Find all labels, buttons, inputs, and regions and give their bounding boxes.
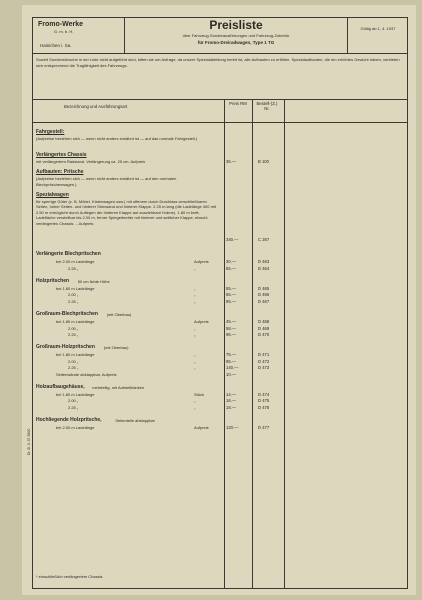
row-spec-holzauf-2: 2.25 „ bbox=[68, 404, 79, 410]
row-spec-hochl-0: bei 2.00 m Ladelänge bbox=[56, 425, 95, 431]
row-kind-holz-2: „ bbox=[194, 298, 196, 304]
row-price-grossholz-0: 75.— bbox=[226, 352, 237, 358]
item-code-verl: B 100 bbox=[258, 158, 269, 164]
page-subtitle: über Fahrzeug-Sonderausführungen und Fahrzeug-Zubehör bbox=[182, 33, 290, 38]
row-kind-blech-1: „ bbox=[194, 265, 196, 271]
row-code-grossblech-1: D 469 bbox=[258, 325, 270, 331]
firm-subtitle: G. m. b. H. bbox=[54, 29, 74, 34]
item-code-spezial: C 267 bbox=[258, 236, 270, 242]
item-note-spezial: für sperrige Güter (z. B. Möbel, Kistenwagen usw.) mit offenem durch Durchlass verschließbaren Seiten, hoher Seiten- und hinterer Stirnwand und hinterer Klappe. 2.25 m lang (die Ladelänge 400 mit 2.50 m ermöglicht durch Auflegen der hinteren Klappe auf ausziehbare Holme). 1.80 m breit, Ladefläche verstellbar bis 2.00 m, ferner Spiegelbretter mit hinterer und seitlicher Klappe, einschl. verlängertes Chassis ... Aufpreis bbox=[36, 199, 216, 226]
row-code-holz-2: D 467 bbox=[258, 298, 270, 304]
row-spec-grossblech-0: bei 1.80 m Ladelänge bbox=[56, 319, 95, 325]
row-code-grossblech-2: D 470 bbox=[258, 332, 270, 337]
col-code: Bestell-(Z.) Nr. bbox=[256, 101, 278, 111]
item-price-spezial: 340.— bbox=[226, 236, 239, 242]
row-price-grossholz-2: 140.— bbox=[226, 365, 239, 371]
row-spec-holz-2: 2.25 „ bbox=[68, 298, 79, 304]
row-code-grossholz-2: D 473 bbox=[258, 365, 270, 371]
row-spec-grossblech-1: 2.00 „ bbox=[68, 325, 79, 331]
col-rule-1 bbox=[224, 99, 225, 589]
section-title-hochl: Hochliegende Holzpritsche, bbox=[36, 417, 102, 424]
section-note-hochl: Seitenteile abklappbar bbox=[115, 418, 155, 424]
section-note-holzauf: mehrteilig, mit Aufstellbänken bbox=[92, 385, 145, 390]
item-label-verl: Verlängertes Chassis bbox=[36, 151, 87, 158]
item-note-aufbauten: (Aufpreise beziehen sich — wenn nicht anders erwähnt ist — auf den normalen Blechpritschenwagen.) bbox=[36, 176, 177, 187]
row-kind-hochl-0: Aufpreis bbox=[194, 425, 209, 431]
row-price-hochl-0: 120.— bbox=[226, 425, 239, 431]
item-label-spezial: Spezialwagen bbox=[36, 192, 69, 198]
row-code-hochl-0: D 477 bbox=[258, 425, 270, 431]
row-code-holz-1: D 466 bbox=[258, 292, 270, 298]
footnote: * einschließlich verlängertem Chassis bbox=[36, 574, 103, 579]
row-spec-grossholz-1: 2.00 „ bbox=[68, 358, 79, 364]
row-code-holzauf-1: D 475 bbox=[258, 398, 270, 404]
section-title-grossblech: Großraum-Blechpritschen bbox=[36, 311, 98, 318]
row-kind-holz-1: „ bbox=[194, 292, 196, 298]
row-kind-grossholz-0: „ bbox=[194, 352, 196, 358]
row-spec-blech-1: 2.25 „ bbox=[68, 265, 79, 271]
header-rule bbox=[32, 122, 408, 123]
section-title-holzauf: Holzaufbaugehäuse, bbox=[36, 384, 85, 390]
row-code-holzauf-0: D 474 bbox=[258, 392, 270, 397]
row-kind-holz-0: „ bbox=[194, 286, 196, 291]
section-note-grossblech: (mit Oberbau) bbox=[106, 312, 132, 318]
price-list-page bbox=[22, 5, 416, 595]
row-price-holz-1: 55.— bbox=[226, 292, 237, 298]
section-note-grossholz: (mit Oberbau) bbox=[103, 345, 129, 351]
section-note-holz: 50 cm lichte Höhe bbox=[77, 279, 110, 284]
item-note-verl: mit verlängertem Radstand. Verlängerung ca. 25 cm. Aufpreis bbox=[36, 158, 146, 164]
section-title-holz: Holzpritschen bbox=[36, 278, 70, 284]
page-title: Preisliste bbox=[209, 18, 263, 32]
col-price: Preis RM bbox=[229, 101, 247, 106]
row-price-grossblech-1: 58.— bbox=[226, 325, 237, 331]
col-rule-3 bbox=[284, 99, 285, 589]
row-code-grossholz-0: D 471 bbox=[258, 352, 270, 358]
row-price-blech-0: 30.— bbox=[226, 259, 237, 265]
row-price-holzauf-0: 14.— bbox=[226, 392, 237, 397]
row-spec-holz-0: bei 1.80 m Ladelänge bbox=[56, 286, 95, 291]
row-spec-grossholz-2: 2.25 „ bbox=[68, 365, 79, 371]
row-price-holzauf-1: 16.— bbox=[226, 398, 237, 404]
row-kind-holzauf-1: „ bbox=[194, 398, 196, 404]
row-spec-grossblech-2: 2.25 „ bbox=[68, 332, 79, 337]
row-spec-grossholz-0: bei 1.80 m Ladelänge bbox=[56, 352, 95, 358]
valid-cell bbox=[347, 17, 408, 53]
row-kind-holzauf-2: „ bbox=[194, 404, 196, 410]
row-price-grossholz-3: 10.— bbox=[226, 371, 237, 377]
row-kind-grossblech-0: Aufpreis bbox=[194, 319, 209, 325]
row-kind-grossholz-2: „ bbox=[194, 365, 196, 371]
row-kind-blech-0: Aufpreis bbox=[194, 259, 209, 265]
vehicle-type: für Fromo-Dreiradwagen, Type 1 TG bbox=[197, 40, 275, 45]
page-frame bbox=[32, 17, 408, 589]
col-rule-2 bbox=[252, 99, 253, 589]
row-spec-grossholz-3: Seitenwände abklappbar, Aufpreis bbox=[56, 371, 117, 377]
row-kind-holzauf-0: Stück bbox=[194, 392, 205, 397]
firm-city: Hainichen i. Sa. bbox=[40, 43, 72, 48]
row-price-holzauf-2: 18.— bbox=[226, 404, 237, 410]
header bbox=[32, 17, 408, 54]
row-code-blech-1: D 464 bbox=[258, 265, 270, 271]
section-title-grossholz: Großraum-Holzpritschen bbox=[36, 344, 95, 351]
row-price-holz-0: 55.— bbox=[226, 286, 237, 291]
table-top-rule bbox=[32, 99, 408, 100]
row-price-grossblech-0: 45.— bbox=[226, 319, 237, 325]
row-code-blech-0: D 463 bbox=[258, 259, 270, 265]
row-code-holz-0: D 465 bbox=[258, 286, 270, 291]
row-spec-holz-1: 2.00 „ bbox=[68, 292, 79, 298]
valid-date: Gültig ab 1. 4. 1937 bbox=[360, 26, 396, 31]
side-reference: Dr. B. 3. 37 2500 bbox=[27, 428, 31, 455]
item-note-fahrgestell: (Aufpreise beziehen sich — wenn nicht anders erwähnt ist — auf das normale Fahrgestell.) bbox=[36, 136, 198, 141]
row-spec-holzauf-0: bei 1.80 m Ladelänge bbox=[56, 392, 95, 397]
row-code-holzauf-2: D 476 bbox=[258, 404, 270, 410]
row-spec-blech-0: bei 2.00 m Ladelänge bbox=[56, 259, 95, 265]
row-price-grossholz-1: 95.— bbox=[226, 358, 237, 364]
intro-text: Soweit Sonderwünsche in der Liste nicht aufgeführt sind, bitten wir um Anfrage, da unsere Spezialabteilung bereit ist, alle Aufbauten zu erfüllen. Spezialaufbauten, die ein erhöhtes Gewicht haben, verbieten sich entsprechend die Tragfähigkeit des Fahrzeugs. bbox=[36, 57, 400, 68]
col-desc: Bezeichnung und Ausführungsart bbox=[64, 104, 128, 109]
row-spec-holzauf-1: 2.00 „ bbox=[68, 398, 79, 404]
item-price-verl: 35.— bbox=[226, 158, 237, 164]
row-price-grossblech-2: 96.— bbox=[226, 332, 237, 337]
row-price-blech-1: 65.— bbox=[226, 265, 237, 271]
row-code-grossholz-1: D 472 bbox=[258, 358, 270, 364]
row-kind-grossholz-1: „ bbox=[194, 358, 196, 364]
item-label-fahrgestell: Fahrgestell: bbox=[36, 129, 65, 135]
row-code-grossblech-0: D 468 bbox=[258, 319, 270, 325]
firm-cell bbox=[32, 17, 125, 53]
row-price-holz-2: 95.— bbox=[226, 298, 237, 304]
section-title-blech: Verlängerte Blechpritschen bbox=[36, 251, 101, 258]
row-kind-grossblech-2: „ bbox=[194, 332, 196, 337]
row-kind-grossblech-1: „ bbox=[194, 325, 196, 331]
item-label-aufbauten: Aufbauten: Pritsche bbox=[36, 169, 84, 176]
firm-name: Fromo-Werke bbox=[38, 21, 83, 28]
